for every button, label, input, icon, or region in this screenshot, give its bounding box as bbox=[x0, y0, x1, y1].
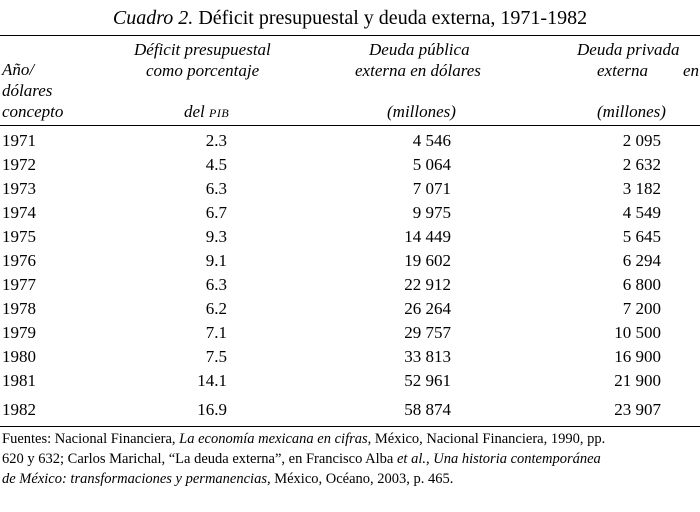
header-col3-line3: (millones) bbox=[597, 102, 666, 121]
header-col0-line3: concepto bbox=[2, 102, 64, 121]
cell-private-debt: 3 182 bbox=[622, 179, 661, 198]
cell-year: 1973 bbox=[2, 179, 36, 198]
cell-year: 1982 bbox=[2, 400, 36, 419]
cell-public-debt: 5 064 bbox=[412, 155, 451, 174]
cell-deficit: 14.1 bbox=[197, 371, 227, 390]
cell-private-debt: 16 900 bbox=[614, 347, 661, 366]
source-notes bbox=[2, 429, 700, 489]
cell-deficit: 6.3 bbox=[205, 275, 227, 294]
cell-public-debt: 33 813 bbox=[404, 347, 451, 366]
cell-deficit: 6.7 bbox=[205, 203, 227, 222]
notes-line3 bbox=[2, 469, 700, 489]
table-row bbox=[0, 297, 700, 321]
cell-year: 1977 bbox=[2, 275, 36, 294]
cell-private-debt: 2 095 bbox=[622, 131, 661, 150]
notes-line1 bbox=[2, 429, 700, 449]
cell-private-debt: 21 900 bbox=[614, 371, 661, 390]
cell-year: 1974 bbox=[2, 203, 36, 222]
header-col0-line1: Año/ bbox=[2, 60, 35, 79]
table-number: Cuadro 2. bbox=[112, 7, 194, 29]
header-col0-line2: dólares bbox=[2, 81, 53, 100]
notes-text: , México, Océano, 2003, p. 465. bbox=[266, 471, 454, 487]
notes-book-title: Una historia contemporánea bbox=[433, 451, 601, 467]
notes-et-al: et al. bbox=[397, 451, 426, 467]
header-col2-line2: externa en dólares bbox=[355, 61, 481, 80]
cell-private-debt: 2 632 bbox=[622, 155, 661, 174]
cell-private-debt: 7 200 bbox=[622, 299, 661, 318]
cell-public-debt: 19 602 bbox=[404, 251, 451, 270]
table-row bbox=[0, 177, 700, 201]
cell-year: 1981 bbox=[2, 371, 36, 390]
notes-text: 620 y 632; Carlos Marichal, “La deuda externa”, en Francisco Alba bbox=[2, 451, 397, 467]
cell-deficit: 6.2 bbox=[205, 299, 227, 318]
header-rule bbox=[0, 125, 700, 126]
cell-year: 1972 bbox=[2, 155, 36, 174]
table-row bbox=[0, 398, 700, 422]
notes-book-title: La economía mexicana en cifras bbox=[179, 431, 368, 447]
table-row bbox=[0, 249, 700, 273]
notes-line2 bbox=[2, 449, 700, 469]
cell-public-debt: 52 961 bbox=[404, 371, 451, 390]
cell-deficit: 7.1 bbox=[205, 323, 227, 342]
table-title bbox=[0, 6, 700, 30]
table-row bbox=[0, 153, 700, 177]
cell-private-debt: 4 549 bbox=[622, 203, 661, 222]
cell-year: 1978 bbox=[2, 299, 36, 318]
table-row bbox=[0, 129, 700, 153]
table-row bbox=[0, 369, 700, 393]
notes-book-title: de México: transformaciones y permanencias bbox=[2, 471, 267, 487]
cell-private-debt: 10 500 bbox=[614, 323, 661, 342]
cell-deficit: 16.9 bbox=[197, 400, 227, 419]
cell-public-debt: 29 757 bbox=[404, 323, 451, 342]
header-col1-line1: Déficit presupuestal bbox=[134, 40, 271, 59]
cell-deficit: 2.3 bbox=[205, 131, 227, 150]
cell-year: 1980 bbox=[2, 347, 36, 366]
cell-year: 1979 bbox=[2, 323, 36, 342]
cell-deficit: 6.3 bbox=[205, 179, 227, 198]
header-col2-line3: (millones) bbox=[387, 102, 456, 121]
table-row bbox=[0, 201, 700, 225]
cell-year: 1975 bbox=[2, 227, 36, 246]
notes-text: , México, Nacional Financiera, 1990, pp. bbox=[367, 431, 606, 447]
header-col1-line2: como porcentaje bbox=[146, 61, 260, 80]
cell-public-debt: 58 874 bbox=[404, 400, 451, 419]
cell-public-debt: 26 264 bbox=[404, 299, 451, 318]
cell-deficit: 9.1 bbox=[205, 251, 227, 270]
cell-public-debt: 4 546 bbox=[412, 131, 451, 150]
header-col1-del: del bbox=[184, 102, 205, 121]
cell-private-debt: 6 294 bbox=[622, 251, 661, 270]
cell-private-debt: 23 907 bbox=[614, 400, 661, 419]
header-col3-line2b: en bbox=[683, 61, 700, 80]
table-row bbox=[0, 273, 700, 297]
bottom-rule bbox=[0, 426, 700, 427]
table-row bbox=[0, 321, 700, 345]
header-col3-line2: externa bbox=[597, 61, 648, 80]
notes-text: , bbox=[426, 451, 434, 467]
top-rule bbox=[0, 35, 700, 36]
table-row bbox=[0, 225, 700, 249]
cell-year: 1976 bbox=[2, 251, 36, 270]
cell-public-debt: 7 071 bbox=[412, 179, 451, 198]
cell-private-debt: 5 645 bbox=[622, 227, 661, 246]
cell-deficit: 9.3 bbox=[205, 227, 227, 246]
cell-public-debt: 14 449 bbox=[404, 227, 451, 246]
table-row bbox=[0, 345, 700, 369]
cell-year: 1971 bbox=[2, 131, 36, 150]
cell-public-debt: 22 912 bbox=[404, 275, 451, 294]
notes-text: Fuentes: Nacional Financiera, bbox=[2, 431, 180, 447]
cell-private-debt: 6 800 bbox=[622, 275, 661, 294]
header-col1-pib: PIB bbox=[209, 106, 230, 120]
cell-deficit: 7.5 bbox=[205, 347, 227, 366]
header-col2-line1: Deuda pública bbox=[369, 40, 470, 59]
header-col3-line1: Deuda privada bbox=[577, 40, 680, 59]
cell-public-debt: 9 975 bbox=[412, 203, 451, 222]
table-caption: Déficit presupuestal y deuda externa, 1971-1982 bbox=[198, 7, 588, 29]
cell-deficit: 4.5 bbox=[205, 155, 227, 174]
header-col1-line3 bbox=[184, 101, 229, 124]
